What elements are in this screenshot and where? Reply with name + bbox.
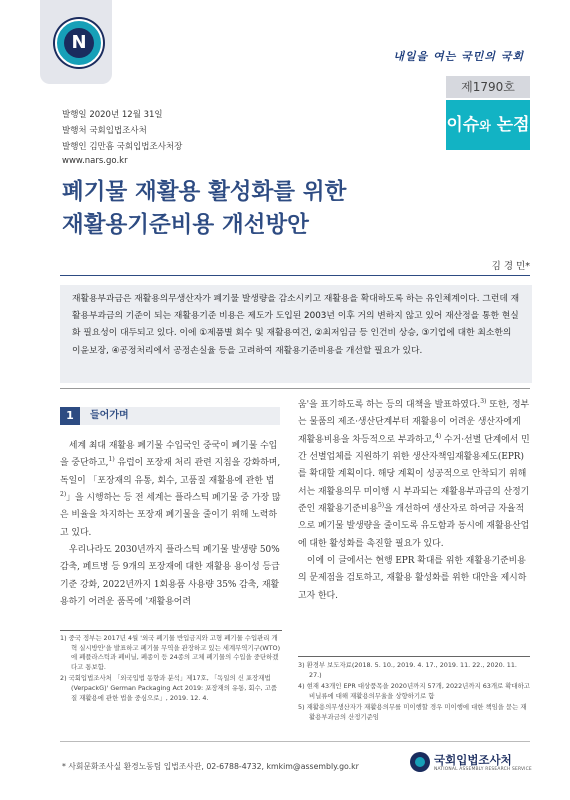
footnote: 1) 중국 정부는 2017년 4월 '외국 폐기물 반입금지와 고형 폐기물 수입관리 개혁 실시방안'을 발표하고 폐기물 무역을 관장하고 있는 세계무역기구(WTO)에 폐플라스틱과 폐비닐, 폐종이 등 24종의 고체 폐기물의 수입을 중단하겠다고 통보함.	[60, 634, 281, 671]
issuer: 발행인 김만흠 국회입법조사처장	[62, 142, 183, 152]
issue-number-badge: 제1790호	[446, 76, 530, 98]
website-link[interactable]: www.nars.go.kr	[62, 156, 128, 166]
slogan: 내일을 여는 국민의 국회	[393, 50, 524, 63]
footnote-ref[interactable]: 5)	[377, 502, 385, 510]
paragraph: 움'을 표기하도록 하는 등의 대책을 발표하였다.$^{3)}$ 또한, 정부는 물품의 제조·생산단계부터 재활용이 어려운 생산자에게 재활용비용을 차등적으로 부과하고,$^{4)}$ 수거·선별 단계에서 민간 선별업체를 지원하기 위한 생산자책임재활용제도(EPR)를 확대할 계획이다. 해당 계획이 성공적으로 안착되기 위해서는 재활용의무 미이행 시 부과되는 재활용부과금의 산정기준인 재활용기준비용$^{5)}$을 개선하여 생산자로 하여금 자율적으로 폐기물 발생량을 줄이도록 유도함과 동시에 재활용산업에 대한 활성화를 촉진할 필요가 있다.	[298, 398, 530, 549]
org-subtitle: NATIONAL ASSEMBLY RESEARCH SERVICE	[434, 767, 532, 772]
publish-date: 발행일 2020년 12월 31일	[62, 110, 163, 120]
paragraph: 세계 최대 재활용 폐기물 수입국인 중국이 폐기물 수입을 중단하고,$^{1)}$ 유럽이 포장재 처리 관련 지침을 강화하며, 독일이 「포장재의 유통, 회수, 고품질 재활용에 관한 법$^{2)}$」을 시행하는 등 전 세계는 플라스틱 폐기물 중 가장 많은 비율을 차지하는 포장재 폐기물을 줄이기 위해 노력하고 있다.	[60, 441, 281, 538]
abstract-text: 재활용부과금은 재활용의무생산자가 폐기물 발생량을 감소시키고 재활용을 확대하도록 하는 유인체계이다. 그런데 재활용부과금의 기준이 되는 재활용기준 비용은 제도가 도입된 2003년 이후 거의 변하지 않고 있어 재산정을 통한 현실화 필요성이 대두되고 있다. 이에 ①제품별 회수 및 재활용여건, ②최저임금 등 인건비 상승, ③기업에 대한 최소한의 이윤보장, ④공정처리에서 공정손실율 등을 고려하여 재활용기준비용을 개선할 필요가 있다.	[72, 294, 520, 356]
paragraph: 우리나라도 2030년까지 플라스틱 폐기물 발생량 50% 감축, 페트병 등 9개의 포장재에 대한 재활용 용이성 등급기준 강화, 2022년까지 1회용품 사용량 35% 감축, 재활용하기 어려운 품목에 '재활용어려	[60, 545, 280, 608]
nars-seal-logo	[55, 19, 103, 67]
footnote-ref[interactable]: 1)	[108, 456, 115, 464]
footnote-rule	[298, 656, 530, 657]
footnote: 5) 재활용의무생산자가 재활용의무를 미이행할 경우 미이행에 대한 책임을 묻는 재활용부과금의 산정기준임	[298, 703, 527, 721]
publisher: 발행처 국회입법조사처	[62, 126, 147, 136]
org-name: 국회입법조사처	[434, 753, 512, 767]
footnotes-right	[298, 661, 530, 723]
section-number: 1	[60, 407, 80, 425]
footnote: 2) 국회입법조사처 「외국입법 동향과 분석」제17호, 「독일의 신 포장재법(VerpackG)' German Packaging Act 2019: 포장재의 유통, 회수, 고품질 재활용에 관한 법을 중심으로」, 2019. 12. 4.	[60, 674, 278, 702]
paragraph: 이에 이 글에서는 현행 EPR 확대를 위한 재활용기준비용의 문제점을 검토하고, 재활용 활성화를 위한 대안을 제시하고자 한다.	[298, 556, 527, 601]
page-title	[62, 176, 346, 242]
title-line-1: 폐기물 재활용 활성화를 위한	[62, 179, 347, 205]
series-tail: 논점	[496, 115, 530, 135]
right-column	[298, 397, 530, 605]
section-title: 들어가며	[80, 407, 280, 425]
author: 김 경 민*	[491, 261, 530, 272]
seal-letter: N	[64, 28, 94, 58]
footnote-ref[interactable]: 3)	[480, 398, 487, 406]
author-contact: * 사회문화조사실 환경노동팀 입법조사관, 02-6788-4732, kmkim@assembly.go.kr	[62, 762, 359, 771]
org-logo-icon	[410, 752, 430, 772]
footnote-rule	[60, 630, 282, 631]
abstract-divider	[60, 388, 530, 389]
footer-divider	[60, 741, 530, 742]
footnote: 4) 현재 43개인 EPR 대상품목을 2020년까지 57개, 2022년까지 63개로 확대하고 비닐류에 대해 재활용의무율을 상향하기로 함	[298, 682, 530, 700]
title-line-2: 재활용기준비용 개선방안	[62, 212, 309, 238]
series-main: 이슈	[446, 115, 480, 135]
left-column	[60, 438, 282, 611]
footnotes-left	[60, 634, 282, 703]
footnote-ref[interactable]: 2)	[60, 491, 67, 499]
footnote-ref[interactable]: 4)	[435, 432, 442, 440]
title-divider	[60, 275, 530, 276]
series-badge	[446, 100, 530, 150]
footnote: 3) 환경부 보도자료(2018. 5. 10., 2019. 4. 17., 2019. 11. 22., 2020. 11. 27.)	[298, 661, 517, 679]
series-conj: 와	[479, 119, 491, 133]
